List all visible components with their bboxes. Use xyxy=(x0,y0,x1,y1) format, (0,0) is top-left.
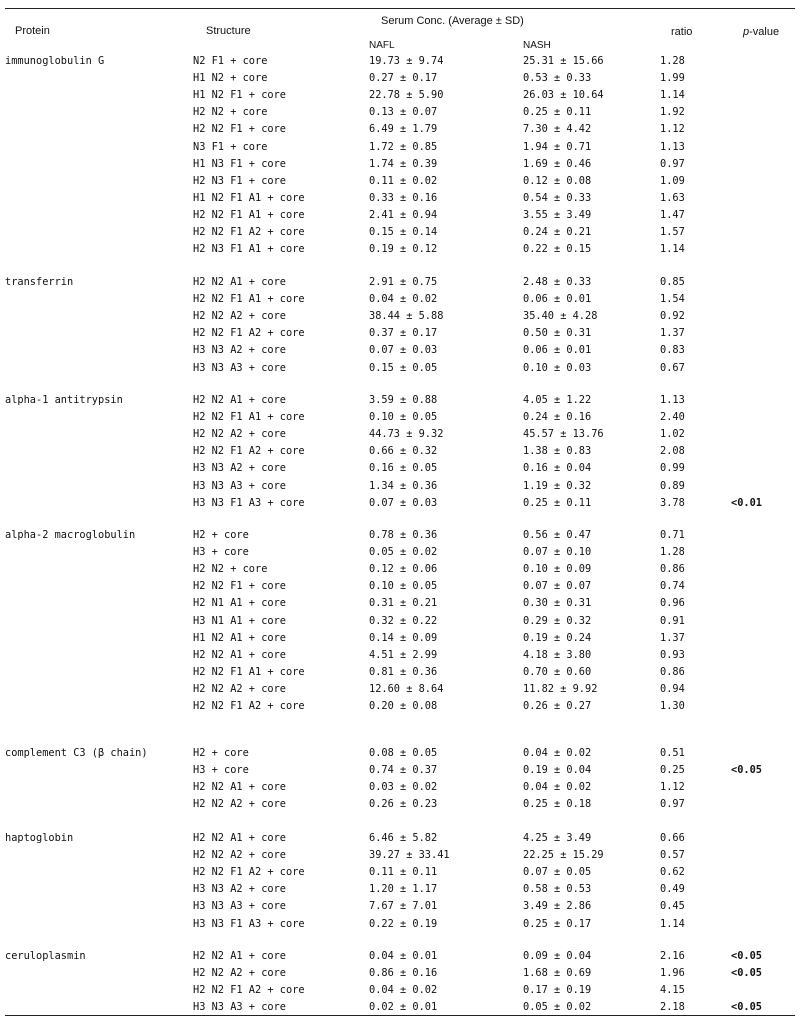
structure-cell: H3 N1 A1 + core xyxy=(193,614,286,627)
nash-cell: 0.22 ± 0.15 xyxy=(523,243,592,256)
ratio-cell: 2.16 xyxy=(660,950,685,962)
top-rule xyxy=(5,8,795,9)
nash-cell: 0.25 ± 0.17 xyxy=(523,917,592,930)
structure-cell: H2 N2 F1 A2 + core xyxy=(193,984,305,997)
nafl-cell: 1.20 ± 1.17 xyxy=(369,883,438,896)
nash-cell: 0.26 ± 0.27 xyxy=(523,700,592,712)
nafl-cell: 0.14 ± 0.09 xyxy=(369,631,438,644)
header-nafl: NAFL xyxy=(369,40,395,51)
nash-cell: 22.25 ± 15.29 xyxy=(523,849,604,862)
ratio-cell: 0.85 xyxy=(660,276,685,288)
protein-name: ceruloplasmin xyxy=(5,950,86,962)
ratio-cell: 0.57 xyxy=(660,849,685,862)
nash-cell: 25.31 ± 15.66 xyxy=(523,55,604,67)
ratio-cell: 2.08 xyxy=(660,445,685,458)
protein-name: complement C3 (β chain) xyxy=(5,747,148,759)
ratio-cell: 0.97 xyxy=(660,798,685,811)
nash-cell: 0.25 ± 0.11 xyxy=(523,106,592,119)
nash-cell: 0.53 ± 0.33 xyxy=(523,72,592,85)
ratio-cell: 1.28 xyxy=(660,55,685,67)
structure-cell: H2 N2 A1 + core xyxy=(193,394,286,406)
ratio-cell: 1.92 xyxy=(660,106,685,119)
nafl-cell: 0.04 ± 0.02 xyxy=(369,984,438,997)
nafl-cell: 6.46 ± 5.82 xyxy=(369,832,438,844)
nash-cell: 0.04 ± 0.02 xyxy=(523,781,592,794)
structure-cell: H3 N3 A2 + core xyxy=(193,462,286,475)
structure-cell: H2 N2 A2 + core xyxy=(193,798,286,811)
protein-name: transferrin xyxy=(5,276,74,288)
header-pvalue-rest: -value xyxy=(749,26,780,38)
ratio-cell: 0.62 xyxy=(660,866,685,879)
nafl-cell: 39.27 ± 33.41 xyxy=(369,849,450,862)
header-protein: Protein xyxy=(15,25,50,37)
nash-cell: 35.40 ± 4.28 xyxy=(523,310,598,323)
nafl-cell: 0.11 ± 0.11 xyxy=(369,866,438,879)
structure-cell: H2 N2 F1 A1 + core xyxy=(193,411,305,424)
structure-cell: H2 N2 F1 A2 + core xyxy=(193,866,305,879)
nash-cell: 0.25 ± 0.18 xyxy=(523,798,592,811)
structure-cell: H2 N3 F1 A1 + core xyxy=(193,243,305,256)
nafl-cell: 0.27 ± 0.17 xyxy=(369,72,438,85)
nafl-cell: 6.49 ± 1.79 xyxy=(369,123,438,136)
nafl-cell: 0.13 ± 0.07 xyxy=(369,106,438,119)
ratio-cell: 4.15 xyxy=(660,984,685,997)
structure-cell: H2 + core xyxy=(193,747,249,759)
nafl-cell: 0.26 ± 0.23 xyxy=(369,798,438,811)
ratio-cell: 0.97 xyxy=(660,157,685,170)
nafl-cell: 12.60 ± 8.64 xyxy=(369,682,444,695)
structure-cell: H2 N2 A2 + core xyxy=(193,310,286,323)
ratio-cell: 0.96 xyxy=(660,597,685,610)
structure-cell: H2 + core xyxy=(193,529,249,541)
nash-cell: 1.38 ± 0.83 xyxy=(523,445,592,458)
nafl-cell: 0.02 ± 0.01 xyxy=(369,1001,438,1014)
nafl-cell: 22.78 ± 5.90 xyxy=(369,89,444,102)
nash-cell: 0.12 ± 0.08 xyxy=(523,174,592,187)
nafl-cell: 0.10 ± 0.05 xyxy=(369,580,438,593)
structure-cell: H1 N2 A1 + core xyxy=(193,631,286,644)
nafl-cell: 1.72 ± 0.85 xyxy=(369,140,438,153)
ratio-cell: 0.49 xyxy=(660,883,685,896)
structure-cell: H3 N3 A3 + core xyxy=(193,900,286,913)
structure-cell: N3 F1 + core xyxy=(193,140,268,153)
nafl-cell: 0.04 ± 0.01 xyxy=(369,950,438,962)
nafl-cell: 0.74 ± 0.37 xyxy=(369,764,438,777)
protein-name: immunoglobulin G xyxy=(5,55,105,67)
ratio-cell: 1.14 xyxy=(660,89,685,102)
nash-cell: 0.24 ± 0.21 xyxy=(523,226,592,238)
nash-cell: 0.50 ± 0.31 xyxy=(523,327,592,340)
header-serum-conc xyxy=(381,15,524,27)
ratio-cell: 1.09 xyxy=(660,174,685,187)
ratio-cell: 0.74 xyxy=(660,580,685,593)
structure-cell: H2 N2 A2 + core xyxy=(193,849,286,862)
structure-cell: H3 N3 A3 + core xyxy=(193,479,286,492)
structure-cell: H3 N3 A3 + core xyxy=(193,361,286,374)
structure-cell: H2 N2 F1 A1 + core xyxy=(193,208,305,221)
nash-cell: 7.30 ± 4.42 xyxy=(523,123,592,136)
structure-cell: H2 N2 A1 + core xyxy=(193,276,286,288)
protein-name: alpha-2 macroglobulin xyxy=(5,529,136,541)
structure-cell: H1 N2 + core xyxy=(193,72,268,85)
nash-cell: 1.94 ± 0.71 xyxy=(523,140,592,153)
nash-cell: 0.30 ± 0.31 xyxy=(523,597,592,610)
structure-cell: H2 N2 F1 A1 + core xyxy=(193,665,305,678)
ratio-cell: 0.89 xyxy=(660,479,685,492)
nash-cell: 3.55 ± 3.49 xyxy=(523,208,592,221)
ratio-cell: 1.47 xyxy=(660,208,685,221)
structure-cell: H2 N2 A2 + core xyxy=(193,428,286,441)
structure-cell: H2 N2 F1 A2 + core xyxy=(193,226,305,238)
structure-cell: H2 N1 A1 + core xyxy=(193,597,286,610)
nafl-cell: 0.22 ± 0.19 xyxy=(369,917,438,930)
nafl-cell: 4.51 ± 2.99 xyxy=(369,648,438,661)
ratio-cell: 1.57 xyxy=(660,226,685,238)
ratio-cell: 0.92 xyxy=(660,310,685,323)
ratio-cell: 0.94 xyxy=(660,682,685,695)
structure-cell: H2 N2 F1 A2 + core xyxy=(193,327,305,340)
nash-cell: 4.18 ± 3.80 xyxy=(523,648,592,661)
nafl-cell: 44.73 ± 9.32 xyxy=(369,428,444,441)
nash-cell: 0.19 ± 0.04 xyxy=(523,764,592,777)
nafl-cell: 0.19 ± 0.12 xyxy=(369,243,438,256)
nash-cell: 11.82 ± 9.92 xyxy=(523,682,598,695)
ratio-cell: 1.13 xyxy=(660,140,685,153)
nafl-cell: 0.12 ± 0.06 xyxy=(369,563,438,576)
structure-cell: H3 + core xyxy=(193,764,249,777)
header-serum-conc-prefix: Serum Conc. (Average xyxy=(381,15,496,27)
ratio-cell: 1.14 xyxy=(660,243,685,256)
nafl-cell: 2.91 ± 0.75 xyxy=(369,276,438,288)
ratio-cell: 1.54 xyxy=(660,293,685,306)
nash-cell: 0.16 ± 0.04 xyxy=(523,462,592,475)
pvalue-cell: <0.05 xyxy=(731,764,762,777)
nash-cell: 0.04 ± 0.02 xyxy=(523,747,592,759)
nafl-cell: 0.78 ± 0.36 xyxy=(369,529,438,541)
ratio-cell: 0.25 xyxy=(660,764,685,777)
pvalue-cell: <0.01 xyxy=(731,496,762,509)
nash-cell: 0.05 ± 0.02 xyxy=(523,1001,592,1014)
ratio-cell: 3.78 xyxy=(660,496,685,509)
nash-cell: 0.25 ± 0.11 xyxy=(523,496,592,509)
structure-cell: H2 N2 A2 + core xyxy=(193,682,286,695)
nash-cell: 0.19 ± 0.24 xyxy=(523,631,592,644)
nafl-cell: 0.37 ± 0.17 xyxy=(369,327,438,340)
ratio-cell: 2.40 xyxy=(660,411,685,424)
nafl-cell: 0.03 ± 0.02 xyxy=(369,781,438,794)
header-serum-conc-suffix: SD) xyxy=(501,15,524,27)
structure-cell: H2 N2 + core xyxy=(193,106,268,119)
nash-cell: 45.57 ± 13.76 xyxy=(523,428,604,441)
ratio-cell: 0.86 xyxy=(660,563,685,576)
ratio-cell: 1.96 xyxy=(660,967,685,980)
structure-cell: H2 N2 A1 + core xyxy=(193,832,286,844)
header-structure: Structure xyxy=(206,25,251,37)
nash-cell: 0.54 ± 0.33 xyxy=(523,191,592,204)
ratio-cell: 1.02 xyxy=(660,428,685,441)
structure-cell: H2 N2 A1 + core xyxy=(193,950,286,962)
nafl-cell: 0.16 ± 0.05 xyxy=(369,462,438,475)
nafl-cell: 0.81 ± 0.36 xyxy=(369,665,438,678)
nafl-cell: 0.04 ± 0.02 xyxy=(369,293,438,306)
ratio-cell: 1.13 xyxy=(660,394,685,406)
structure-cell: H2 N2 F1 A2 + core xyxy=(193,700,305,712)
nafl-cell: 0.33 ± 0.16 xyxy=(369,191,438,204)
structure-cell: H2 N2 A2 + core xyxy=(193,967,286,980)
structure-cell: H3 N3 A2 + core xyxy=(193,344,286,357)
nafl-cell: 0.15 ± 0.05 xyxy=(369,361,438,374)
nash-cell: 0.24 ± 0.16 xyxy=(523,411,592,424)
protein-name: alpha-1 antitrypsin xyxy=(5,394,123,406)
nash-cell: 0.10 ± 0.09 xyxy=(523,563,592,576)
pvalue-cell: <0.05 xyxy=(731,950,762,962)
pvalue-cell: <0.05 xyxy=(731,1001,762,1014)
ratio-cell: 0.91 xyxy=(660,614,685,627)
structure-cell: H2 N2 F1 A1 + core xyxy=(193,293,305,306)
ratio-cell: 0.67 xyxy=(660,361,685,374)
protein-name: haptoglobin xyxy=(5,832,74,844)
ratio-cell: 0.45 xyxy=(660,900,685,913)
ratio-cell: 1.37 xyxy=(660,327,685,340)
nash-cell: 0.06 ± 0.01 xyxy=(523,293,592,306)
nash-cell: 26.03 ± 10.64 xyxy=(523,89,604,102)
ratio-cell: 0.99 xyxy=(660,462,685,475)
nash-cell: 3.49 ± 2.86 xyxy=(523,900,592,913)
nafl-cell: 0.07 ± 0.03 xyxy=(369,344,438,357)
nafl-cell: 0.08 ± 0.05 xyxy=(369,747,438,759)
ratio-cell: 1.30 xyxy=(660,700,685,712)
nash-cell: 0.09 ± 0.04 xyxy=(523,950,592,962)
structure-cell: H3 N3 F1 A3 + core xyxy=(193,496,305,509)
nafl-cell: 0.20 ± 0.08 xyxy=(369,700,438,712)
structure-cell: H2 N2 + core xyxy=(193,563,268,576)
structure-cell: H2 N2 A1 + core xyxy=(193,648,286,661)
ratio-cell: 0.51 xyxy=(660,747,685,759)
nash-cell: 0.70 ± 0.60 xyxy=(523,665,592,678)
nash-cell: 4.25 ± 3.49 xyxy=(523,832,592,844)
structure-cell: H3 + core xyxy=(193,546,249,559)
nash-cell: 0.58 ± 0.53 xyxy=(523,883,592,896)
structure-cell: H2 N2 F1 A2 + core xyxy=(193,445,305,458)
structure-cell: H1 N3 F1 + core xyxy=(193,157,286,170)
header-pvalue-p: p xyxy=(743,26,750,38)
structure-cell: H3 N3 A3 + core xyxy=(193,1001,286,1014)
nash-cell: 0.56 ± 0.47 xyxy=(523,529,592,541)
ratio-cell: 1.12 xyxy=(660,781,685,794)
structure-cell: H2 N3 F1 + core xyxy=(193,174,286,187)
nafl-cell: 0.11 ± 0.02 xyxy=(369,174,438,187)
nafl-cell: 0.07 ± 0.03 xyxy=(369,496,438,509)
nafl-cell: 0.66 ± 0.32 xyxy=(369,445,438,458)
structure-cell: H1 N2 F1 + core xyxy=(193,89,286,102)
ratio-cell: 0.86 xyxy=(660,665,685,678)
nafl-cell: 3.59 ± 0.88 xyxy=(369,394,438,406)
ratio-cell: 0.71 xyxy=(660,529,685,541)
nash-cell: 0.07 ± 0.05 xyxy=(523,866,592,879)
structure-cell: H2 N2 A1 + core xyxy=(193,781,286,794)
nash-cell: 4.05 ± 1.22 xyxy=(523,394,592,406)
nafl-cell: 0.86 ± 0.16 xyxy=(369,967,438,980)
bottom-rule xyxy=(5,1015,795,1016)
ratio-cell: 1.99 xyxy=(660,72,685,85)
nash-cell: 0.07 ± 0.07 xyxy=(523,580,592,593)
nafl-cell: 1.74 ± 0.39 xyxy=(369,157,438,170)
structure-cell: H2 N2 F1 + core xyxy=(193,123,286,136)
header-pvalue xyxy=(743,26,779,38)
nafl-cell: 0.10 ± 0.05 xyxy=(369,411,438,424)
nafl-cell: 1.34 ± 0.36 xyxy=(369,479,438,492)
structure-cell: H1 N2 F1 A1 + core xyxy=(193,191,305,204)
nafl-cell: 2.41 ± 0.94 xyxy=(369,208,438,221)
structure-cell: H3 N3 F1 A3 + core xyxy=(193,917,305,930)
ratio-cell: 1.37 xyxy=(660,631,685,644)
structure-cell: H2 N2 F1 + core xyxy=(193,580,286,593)
ratio-cell: 0.93 xyxy=(660,648,685,661)
nafl-cell: 38.44 ± 5.88 xyxy=(369,310,444,323)
ratio-cell: 0.66 xyxy=(660,832,685,844)
nash-cell: 1.19 ± 0.32 xyxy=(523,479,592,492)
ratio-cell: 0.83 xyxy=(660,344,685,357)
nash-cell: 0.06 ± 0.01 xyxy=(523,344,592,357)
ratio-cell: 2.18 xyxy=(660,1001,685,1014)
structure-cell: H3 N3 A2 + core xyxy=(193,883,286,896)
nash-cell: 0.17 ± 0.19 xyxy=(523,984,592,997)
header-nash: NASH xyxy=(523,40,551,51)
pvalue-cell: <0.05 xyxy=(731,967,762,980)
nafl-cell: 0.15 ± 0.14 xyxy=(369,226,438,238)
ratio-cell: 1.12 xyxy=(660,123,685,136)
nafl-cell: 0.05 ± 0.02 xyxy=(369,546,438,559)
nash-cell: 0.07 ± 0.10 xyxy=(523,546,592,559)
structure-cell: N2 F1 + core xyxy=(193,55,268,67)
nash-cell: 0.10 ± 0.03 xyxy=(523,361,592,374)
nafl-cell: 19.73 ± 9.74 xyxy=(369,55,444,67)
ratio-cell: 1.14 xyxy=(660,917,685,930)
nafl-cell: 0.32 ± 0.22 xyxy=(369,614,438,627)
nash-cell: 1.68 ± 0.69 xyxy=(523,967,592,980)
ratio-cell: 1.63 xyxy=(660,191,685,204)
nash-cell: 1.69 ± 0.46 xyxy=(523,157,592,170)
header-pm-sign: ± xyxy=(495,15,502,27)
header-ratio: ratio xyxy=(671,26,693,38)
nash-cell: 2.48 ± 0.33 xyxy=(523,276,592,288)
nafl-cell: 0.31 ± 0.21 xyxy=(369,597,438,610)
nash-cell: 0.29 ± 0.32 xyxy=(523,614,592,627)
ratio-cell: 1.28 xyxy=(660,546,685,559)
nafl-cell: 7.67 ± 7.01 xyxy=(369,900,438,913)
